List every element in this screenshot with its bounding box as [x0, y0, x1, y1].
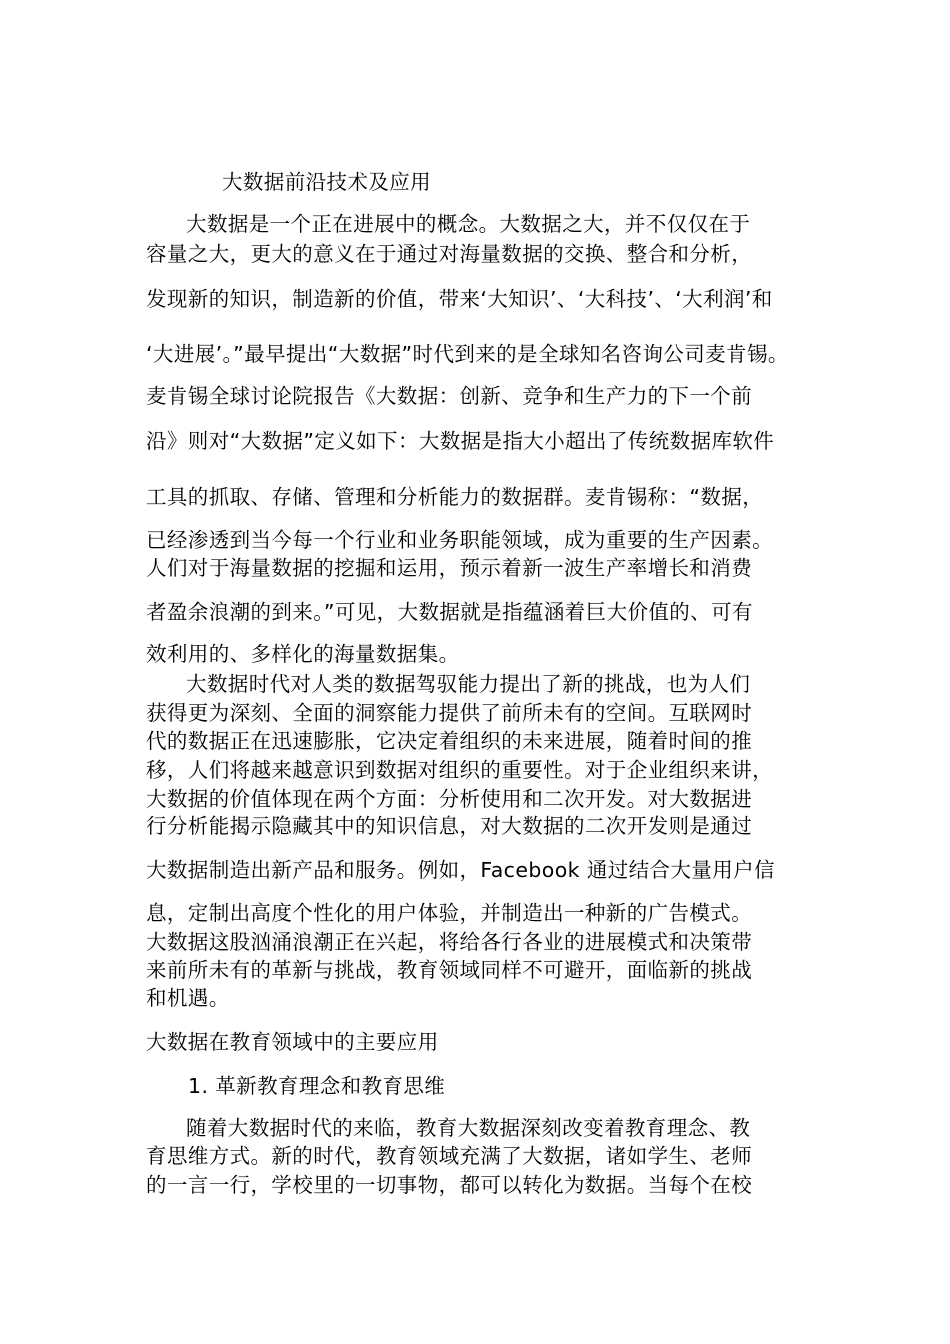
paragraph-line: 大数据时代对人类的数据驾驭能力提出了新的挑战，也为人们	[186, 672, 751, 696]
paragraph-line: 的一言一行，学校里的一切事物，都可以转化为数据。当每个在校	[146, 1173, 753, 1197]
paragraph-line: 育思维方式。新的时代，教育领域充满了大数据，诸如学生、老师	[146, 1144, 753, 1168]
subsection-heading: 1. 革新教育理念和教育思维	[188, 1074, 446, 1098]
paragraph-line: 息，定制出高度个性化的用户体验，并制造出一种新的广告模式。	[146, 901, 753, 925]
section-heading: 大数据在教育领域中的主要应用	[146, 1030, 439, 1054]
document-title: 大数据前沿技术及应用	[222, 170, 431, 194]
paragraph-line: 大数据的价值体现在两个方面：分析使用和二次开发。对大数据进	[146, 787, 753, 811]
paragraph-line: 获得更为深刻、全面的洞察能力提供了前所未有的空间。互联网时	[146, 701, 753, 725]
paragraph-line: 发现新的知识，制造新的价值，带来‘大知识’、‘大科技’、‘大利润’和	[146, 287, 773, 311]
paragraph-line: 大数据这股汹涌浪潮正在兴起，将给各行各业的进展模式和决策带	[146, 930, 753, 954]
paragraph-line: 大数据是一个正在进展中的概念。大数据之大，并不仅仅在于	[186, 212, 751, 236]
paragraph-line: 移，人们将越来越意识到数据对组织的重要性。对于企业组织来讲，	[146, 758, 773, 782]
paragraph-line: 行分析能揭示隐藏其中的知识信息，对大数据的二次开发则是通过	[146, 814, 753, 838]
paragraph-line: 人们对于海量数据的挖掘和运用，预示着新一波生产率增长和消费	[146, 556, 753, 580]
paragraph-line: ‘大进展’。”最早提出“大数据”时代到来的是全球知名咨询公司麦肯锡。	[146, 342, 789, 366]
paragraph-line: 随着大数据时代的来临，教育大数据深刻改变着教育理念、教	[186, 1116, 751, 1140]
paragraph-line: 代的数据正在迅速膨胀，它决定着组织的未来进展，随着时间的推	[146, 729, 753, 753]
paragraph-line: 已经渗透到当今每一个行业和业务职能领域，成为重要的生产因素。	[146, 528, 773, 552]
paragraph-line: 沿》则对“大数据”定义如下：大数据是指大小超出了传统数据库软件	[146, 429, 775, 453]
paragraph-line: 者盈余浪潮的到来。”可见，大数据就是指蕴涵着巨大价值的、可有	[146, 600, 753, 624]
paragraph-line: 大数据制造出新产品和服务。例如，Facebook 通过结合大量用户信	[146, 858, 775, 882]
paragraph-line: 和机遇。	[146, 986, 230, 1010]
paragraph-line: 来前所未有的革新与挑战，教育领域同样不可避开，面临新的挑战	[146, 958, 753, 982]
paragraph-line: 容量之大，更大的意义在于通过对海量数据的交换、整合和分析，	[146, 242, 753, 266]
paragraph-line: 效利用的、多样化的海量数据集。	[146, 642, 460, 666]
paragraph-line: 工具的抓取、存储、管理和分析能力的数据群。麦肯锡称：“数据，	[146, 485, 764, 509]
paragraph-line: 麦肯锡全球讨论院报告《大数据：创新、竞争和生产力的下一个前	[146, 384, 753, 408]
